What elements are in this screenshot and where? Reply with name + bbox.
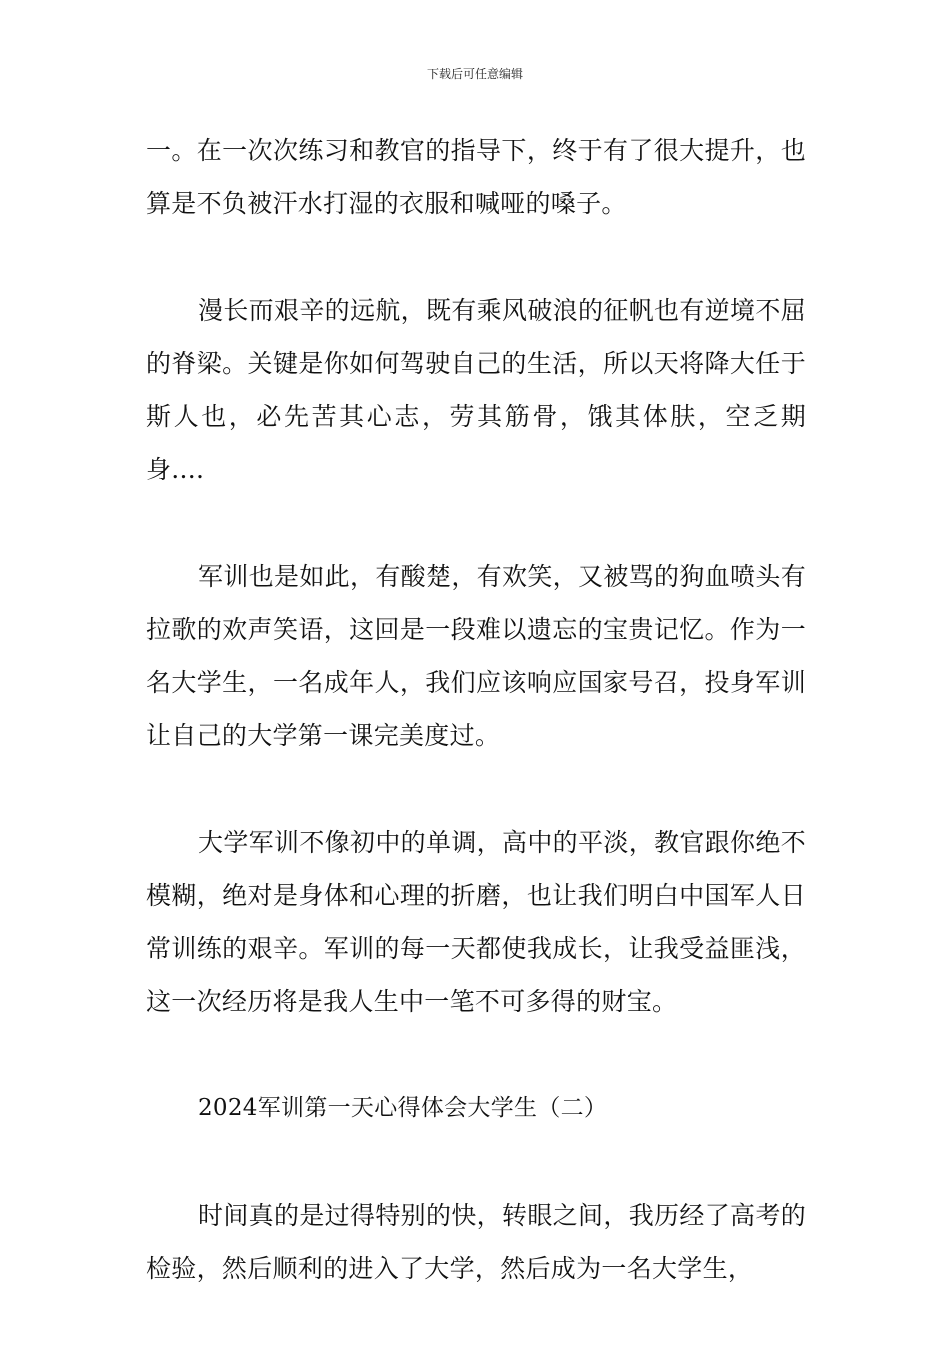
page-header: 下载后可任意编辑 (426, 67, 523, 81)
paragraph-3: 军训也是如此，有酸楚，有欢笑，又被骂的狗血喷头有拉歌的欢声笑语，这回是一段难以遗忘的宝贵记忆。作为一名大学生，一名成年人，我们应该响应国家号召，投身军训让自己的大学第一课完美度过。 (146, 562, 806, 750)
section-heading: 2024军训第一天心得体会大学生（二） (198, 1095, 608, 1121)
document-body (146, 124, 806, 1349)
paragraph-1: 一。在一次次练习和教官的指导下，终于有了很大提升，也算是不负被汗水打湿的衣服和喊哑的嗓子。 (146, 136, 806, 218)
paragraph-6: 时间真的是过得特别的快，转眼之间，我历经了高考的检验，然后顺利的进入了大学，然后成为一名大学生， (146, 1201, 806, 1283)
paragraph-2: 漫长而艰辛的远航，既有乘风破浪的征帆也有逆境不屈的脊梁。关键是你如何驾驶自己的生活，所以天将降大任于斯人也，必先苦其心志，劳其筋骨，饿其体肤，空乏期身.... (146, 296, 806, 484)
paragraph-4: 大学军训不像初中的单调，高中的平淡，教官跟你绝不模糊，绝对是身体和心理的折磨，也让我们明白中国军人日常训练的艰辛。军训的每一天都使我成长，让我受益匪浅，这一次经历将是我人生中一笔不可多得的财宝。 (146, 828, 806, 1016)
